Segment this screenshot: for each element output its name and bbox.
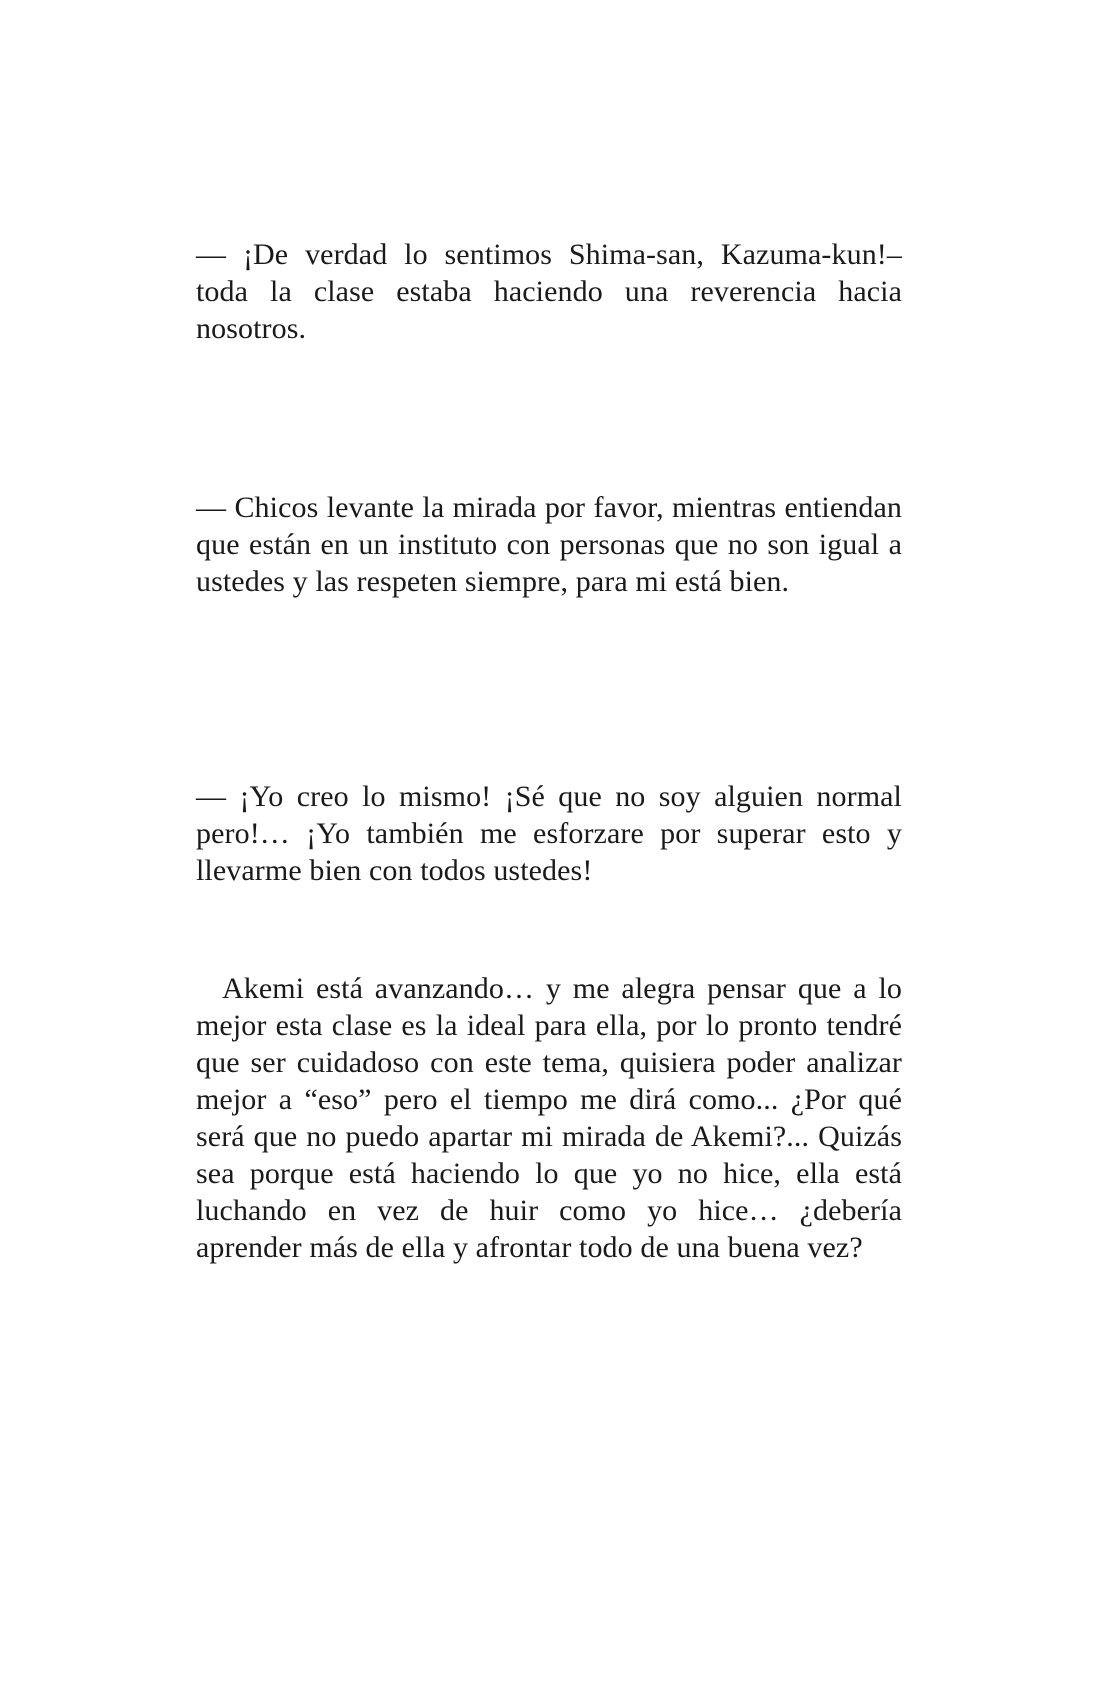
narration-paragraph: Akemi está avanzando… y me alegra pensar que a lo mejor esta clase es la ideal para ella, por lo pronto tendré que ser cuidadoso con este tema, quisiera poder analizar mejor a “eso” pero el tiempo me dirá como... ¿Por qué será que no puedo apartar mi mirada de Akemi?... Quizás sea porque está haciendo lo que yo no hice, ella está luchando en vez de huir como yo hice… ¿debería aprender más de ella y afrontar todo de una buena vez? (196, 972, 902, 1264)
dialogue-paragraph-apology: — ¡De verdad lo sentimos Shima-san, Kazuma-kun!– toda la clase estaba haciendo una reverencia hacia nosotros. (196, 238, 902, 345)
dialogue-paragraph-akemi: — ¡Yo creo lo mismo! ¡Sé que no soy alguien normal pero!… ¡Yo también me esforzare por superar esto y llevarme bien con todos ustedes! (196, 780, 902, 887)
dialogue-paragraph-response: — Chicos levante la mirada por favor, mientras entiendan que están en un instituto con personas que no son igual a ustedes y las respeten siempre, para mi está bien. (196, 491, 902, 598)
